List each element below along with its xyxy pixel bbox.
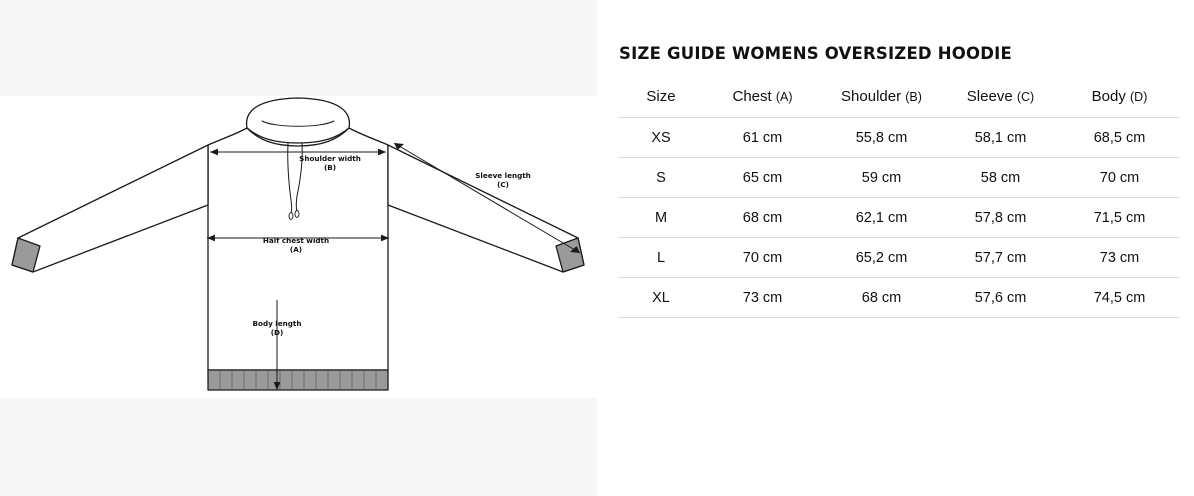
column-header-shoulder-label: Shoulder — [841, 87, 902, 105]
column-header-body — [1060, 81, 1179, 118]
cell-size: M — [654, 209, 668, 226]
column-header-chest-key: (A) — [775, 89, 793, 104]
label-body-length-key: (D) — [270, 328, 284, 337]
cell-chest: 65 cm — [742, 169, 783, 186]
cell-body: 74,5 cm — [1093, 289, 1146, 306]
table-row — [619, 278, 1179, 318]
label-half-chest-width-key: (A) — [289, 245, 303, 254]
cell-size: L — [656, 249, 666, 266]
cell-size: S — [656, 169, 666, 186]
size-table-head — [619, 81, 1179, 118]
size-table-body — [619, 118, 1179, 318]
label-half-chest-width: Half chest width — [262, 236, 330, 245]
column-header-chest-label: Chest — [732, 87, 772, 105]
cell-chest: 73 cm — [742, 289, 783, 306]
label-body-length: Body length — [252, 319, 302, 328]
cell-chest: 61 cm — [742, 129, 783, 146]
column-header-shoulder-key: (B) — [905, 89, 922, 104]
table-row — [619, 198, 1179, 238]
column-header-body-label: Body — [1091, 87, 1126, 105]
cell-sleeve: 57,6 cm — [974, 289, 1027, 306]
column-header-chest — [703, 81, 822, 118]
cell-chest: 70 cm — [742, 249, 783, 266]
column-header-shoulder — [822, 81, 941, 118]
cell-body: 73 cm — [1099, 249, 1140, 266]
cell-size: XL — [652, 289, 670, 306]
label-shoulder-width: Shoulder width — [299, 154, 361, 163]
cell-shoulder: 65,2 cm — [855, 249, 908, 266]
table-row — [619, 118, 1179, 158]
label-shoulder-width-key: (B) — [323, 163, 337, 172]
page-title: SIZE GUIDE WOMENS OVERSIZED HOODIE — [619, 44, 1012, 63]
size-table — [619, 81, 1179, 318]
cell-chest: 68 cm — [742, 209, 783, 226]
label-sleeve-length: Sleeve length — [475, 171, 531, 180]
cell-sleeve: 57,7 cm — [974, 249, 1027, 266]
column-header-sleeve — [941, 81, 1060, 118]
column-header-body-key: (D) — [1130, 89, 1148, 104]
cell-shoulder: 62,1 cm — [855, 209, 908, 226]
cell-shoulder: 55,8 cm — [855, 129, 908, 146]
label-sleeve-length-key: (C) — [497, 180, 509, 189]
cell-sleeve: 57,8 cm — [974, 209, 1027, 226]
cell-body: 70 cm — [1099, 169, 1140, 186]
table-row — [619, 238, 1179, 278]
cell-sleeve: 58 cm — [980, 169, 1021, 186]
size-table-pane — [597, 0, 1194, 496]
cell-size: XS — [651, 129, 671, 146]
table-header-row — [619, 81, 1179, 118]
table-row — [619, 158, 1179, 198]
column-header-sleeve-label: Sleeve — [966, 87, 1013, 105]
cell-body: 71,5 cm — [1093, 209, 1146, 226]
column-header-sleeve-key: (C) — [1016, 89, 1035, 104]
column-header-size-label: Size — [646, 87, 676, 105]
column-header-size — [619, 81, 703, 118]
cell-shoulder: 59 cm — [861, 169, 902, 186]
cell-shoulder: 68 cm — [861, 289, 902, 306]
cell-sleeve: 58,1 cm — [974, 129, 1027, 146]
cell-body: 68,5 cm — [1093, 129, 1146, 146]
